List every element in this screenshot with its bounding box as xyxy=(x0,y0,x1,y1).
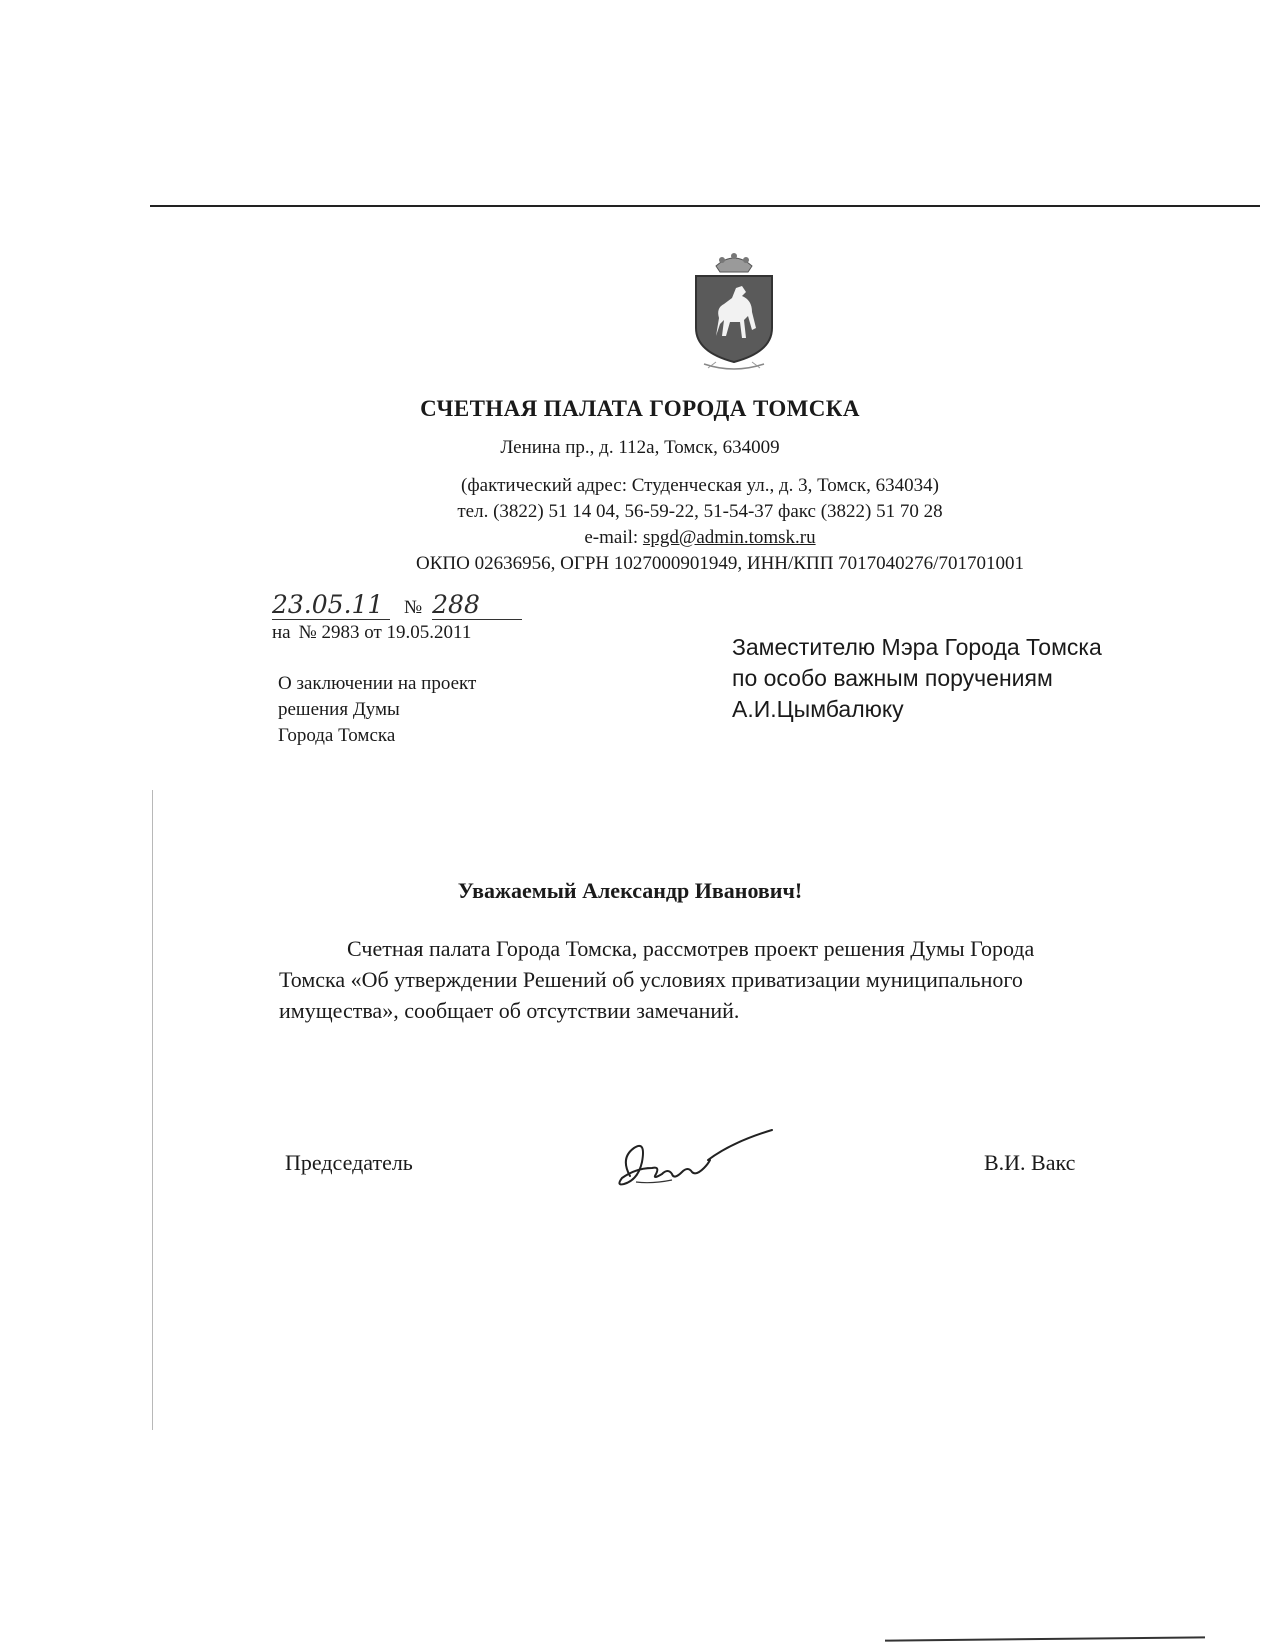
tomsk-coat-of-arms-icon xyxy=(686,248,782,374)
number-sign: № xyxy=(404,597,423,618)
signatory-role: Председатель xyxy=(285,1150,413,1175)
subject-block xyxy=(278,671,476,749)
body-line: Счетная палата Города Томска, рассмотрев проект решения Думы Города xyxy=(347,936,1035,961)
actual-address: (фактический адрес: Студенческая ул., д. 3, Томск, 634034) xyxy=(461,475,939,496)
handwritten-date: 23.05.11 xyxy=(272,590,390,620)
scan-edge-line xyxy=(152,790,153,1430)
letter-body xyxy=(279,933,1235,1026)
email-link[interactable]: spgd@admin.tomsk.ru xyxy=(642,527,816,548)
reference-prefix: на xyxy=(272,622,291,643)
handwritten-number: 288 xyxy=(432,590,522,620)
salutation: Уважаемый Александр Иванович! xyxy=(457,878,803,903)
phone-fax: тел. (3822) 51 14 04, 56-59-22, 51-54-37 факс (3822) 51 70 28 xyxy=(457,501,943,522)
addressee-line: Заместителю Мэра Города Томска xyxy=(732,634,1102,660)
subject-line: О заключении на проект xyxy=(278,673,477,694)
handwritten-signature-icon xyxy=(612,1118,782,1198)
subject-line: Города Томска xyxy=(278,725,396,746)
addressee-line: А.И.Цымбалюку xyxy=(732,696,904,722)
email-label: e-mail: xyxy=(584,527,639,548)
reference-line xyxy=(272,622,471,644)
registration-codes: ОКПО 02636956, ОГРН 1027000901949, ИНН/КПП 7017040276/701701001 xyxy=(416,553,1024,574)
top-rule xyxy=(150,205,1260,207)
email-line xyxy=(390,527,1010,549)
body-line: Томска «Об утверждении Решений об условиях приватизации муниципального xyxy=(279,967,1023,992)
bottom-scan-line xyxy=(885,1636,1205,1641)
body-line: имущества», сообщает об отсутствии замечаний. xyxy=(279,998,740,1023)
addressee-block xyxy=(732,632,1102,725)
reference-number: № 2983 от 19.05.2011 xyxy=(298,622,472,643)
org-name: СЧЕТНАЯ ПАЛАТА ГОРОДА ТОМСКА xyxy=(420,396,860,421)
outgoing-registration xyxy=(272,590,522,620)
subject-line: решения Думы xyxy=(278,699,400,720)
org-address: Ленина пр., д. 112а, Томск, 634009 xyxy=(500,437,780,458)
signatory-name: В.И. Вакс xyxy=(984,1150,1076,1175)
addressee-line: по особо важным поручениям xyxy=(732,665,1053,691)
